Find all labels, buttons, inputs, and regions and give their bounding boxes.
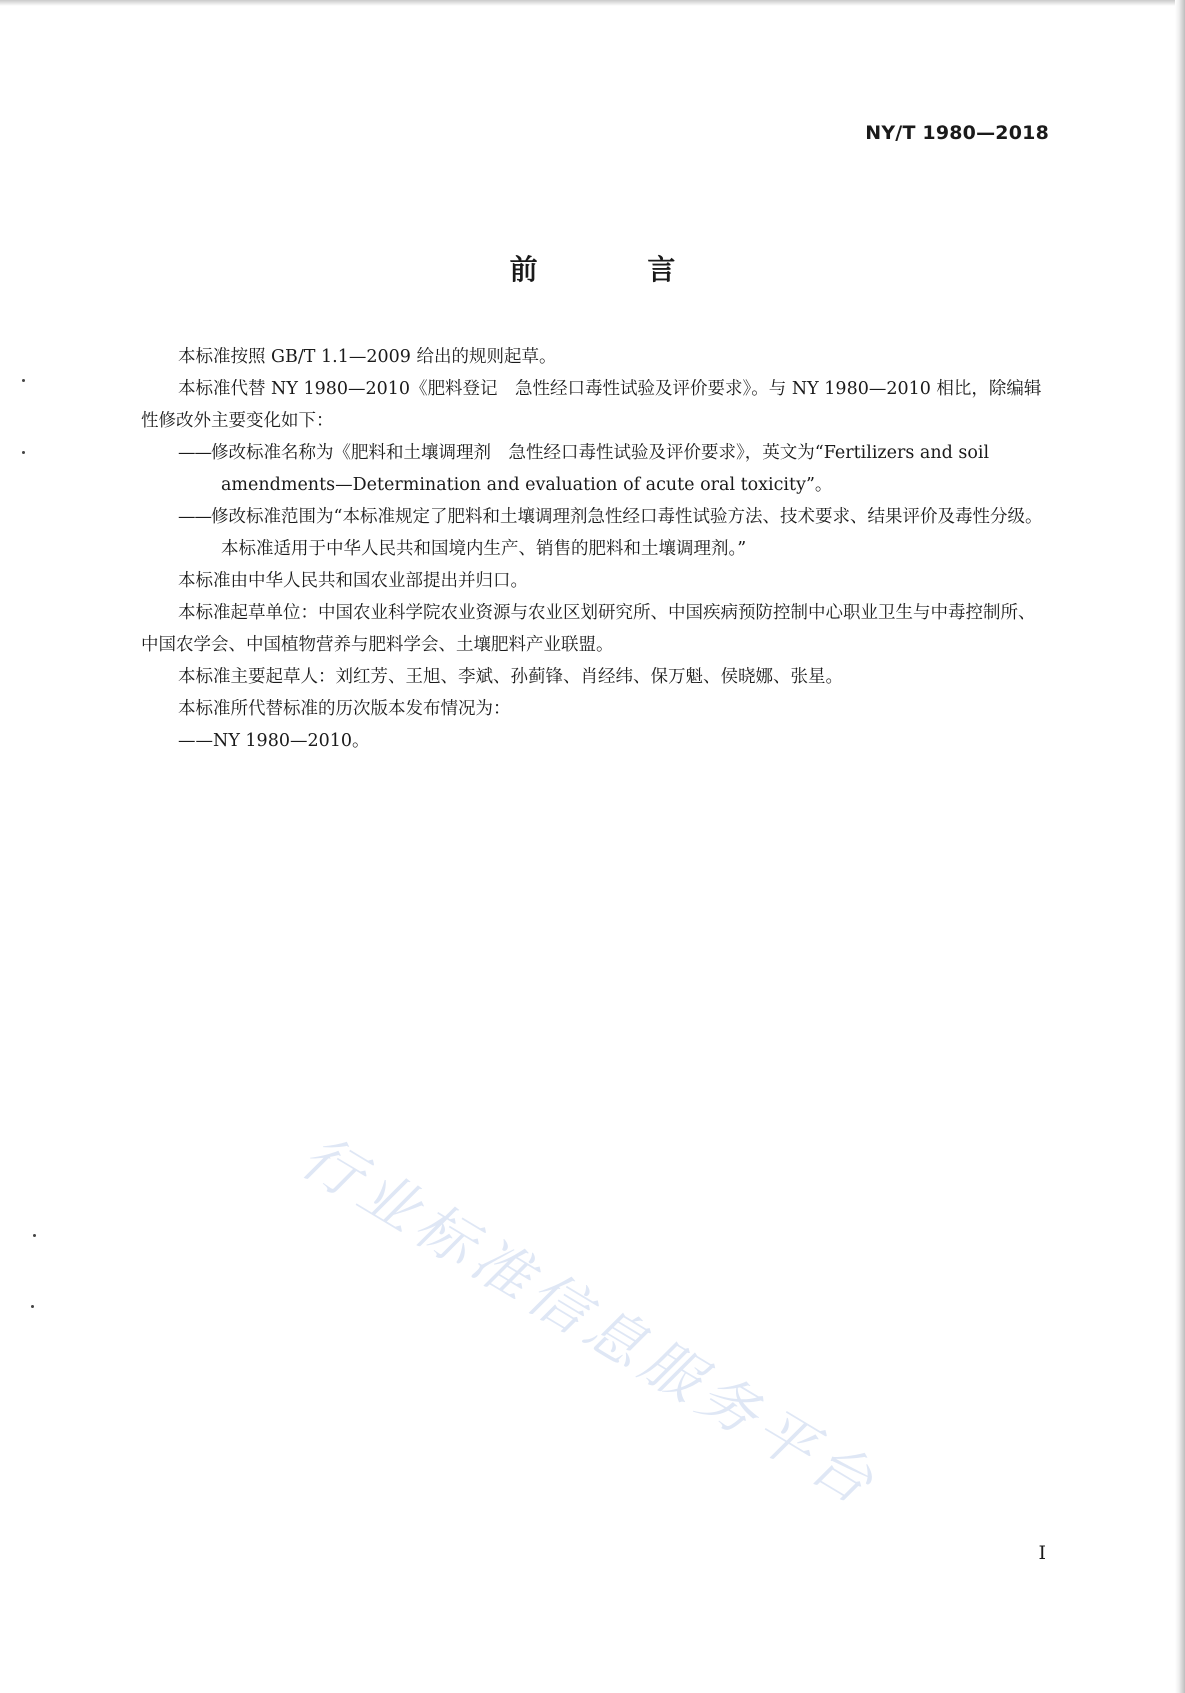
foreword-body [141, 341, 1052, 757]
page-title: 前 言 [509, 253, 726, 286]
paragraph-proposer: 本标准由中华人民共和国农业部提出并归口。 [178, 571, 528, 591]
standard-code: NY/T 1980—2018 [865, 122, 1049, 144]
scan-mark [31, 1305, 34, 1308]
change-text: 修改标准名称为《肥料和土壤调理剂 急性经口毒性试验及评价要求》，英文为“Fertilizers and soil amendments—Determination and evaluation of acute oral toxicity”。 [211, 443, 990, 495]
history-item [141, 725, 1052, 757]
watermark: 行业标准信息服务平台 [289, 1122, 891, 1521]
scan-mark [33, 1234, 36, 1237]
history-text: NY 1980—2010。 [213, 731, 370, 751]
dash-marker: —— [178, 443, 211, 463]
change-item-scope [141, 501, 1052, 565]
page-number: I [1038, 1542, 1046, 1564]
paragraph-replacement: 本标准代替 NY 1980—2010《肥料登记 急性经口毒性试验及评价要求》。与 NY 1980—2010 相比，除编辑性修改外主要变化如下： [141, 379, 1042, 431]
paragraph-drafting-units: 本标准起草单位：中国农业科学院农业资源与农业区划研究所、中国疾病预防控制中心职业卫生与中毒控制所、中国农学会、中国植物营养与肥料学会、土壤肥料产业联盟。 [141, 603, 1036, 655]
dash-marker: —— [178, 507, 211, 527]
paragraph-drafters: 本标准主要起草人：刘红芳、王旭、李斌、孙蓟锋、肖经纬、保万魁、侯晓娜、张星。 [178, 667, 843, 687]
scan-mark [22, 379, 25, 382]
paragraph-drafting-rules: 本标准按照 GB/T 1.1—2009 给出的规则起草。 [178, 347, 557, 367]
dash-marker: —— [178, 731, 213, 751]
change-item-title [141, 437, 1052, 501]
change-text: 修改标准范围为“本标准规定了肥料和土壤调理剂急性经口毒性试验方法、技术要求、结果评价及毒性分级。本标准适用于中华人民共和国境内生产、销售的肥料和土壤调理剂。” [211, 507, 1043, 559]
scan-edge-top [0, 0, 1185, 6]
scan-mark [22, 451, 25, 454]
paragraph-history-intro: 本标准所代替标准的历次版本发布情况为： [178, 699, 511, 719]
